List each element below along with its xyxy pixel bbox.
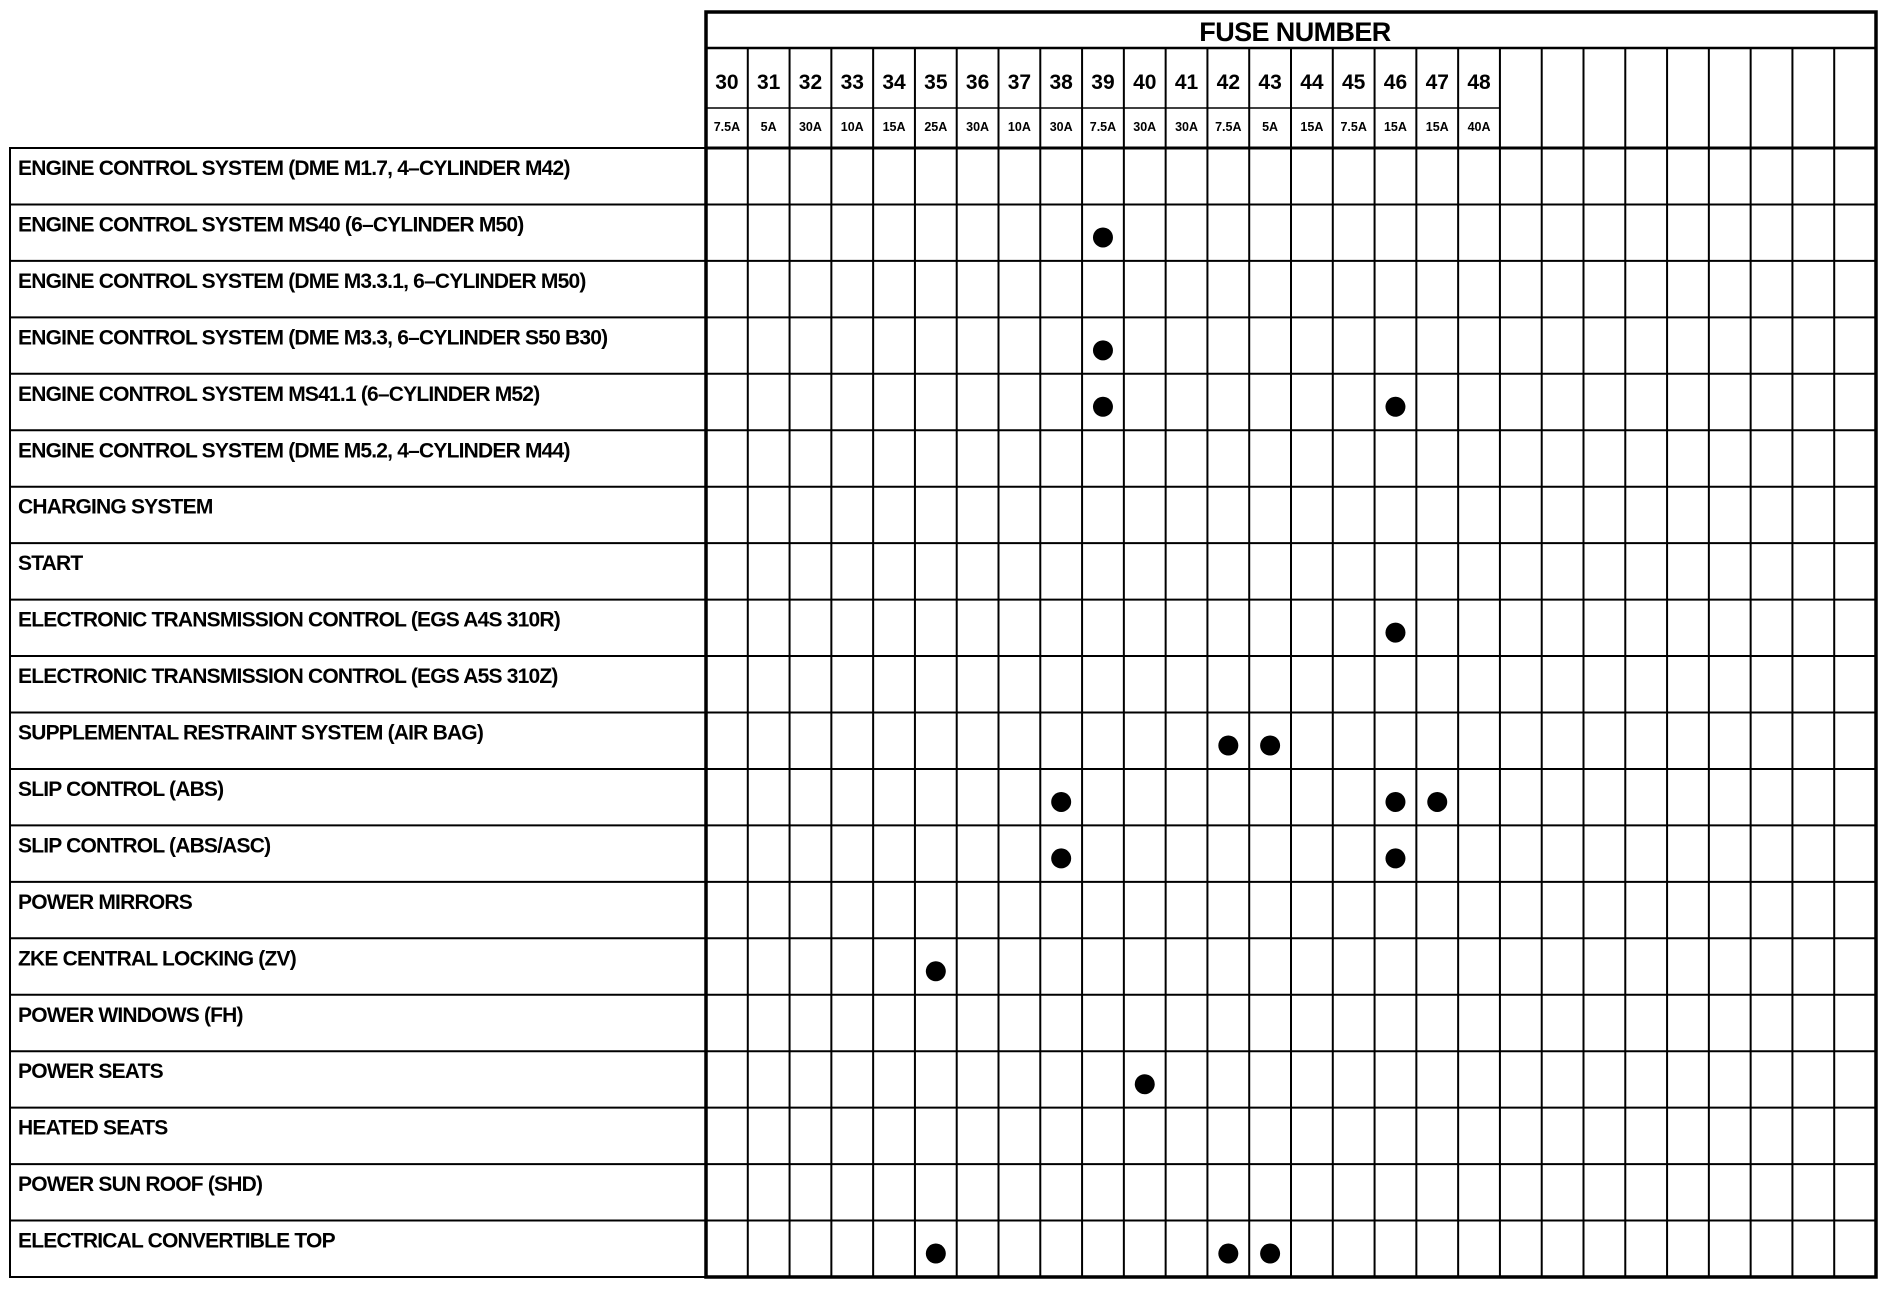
fuse-number-45: 45 — [1341, 71, 1366, 94]
fuse-marker-39 — [1093, 397, 1113, 417]
fuse-marker-40 — [1135, 1074, 1155, 1094]
fuse-amps-39: 7.5A — [1089, 120, 1117, 134]
fuse-number-41: 41 — [1174, 71, 1199, 94]
system-label: CHARGING SYSTEM — [18, 495, 213, 519]
fuse-number-39: 39 — [1091, 71, 1115, 94]
system-label: SUPPLEMENTAL RESTRAINT SYSTEM (AIR BAG) — [18, 721, 484, 745]
fuse-marker-46 — [1385, 848, 1405, 868]
fuse-marker-43 — [1260, 1244, 1280, 1264]
system-label: ENGINE CONTROL SYSTEM (DME M5.2, 4–CYLINDER M44) — [18, 439, 570, 463]
system-label: START — [18, 552, 83, 576]
system-label: HEATED SEATS — [18, 1116, 168, 1140]
fuse-amps-37: 10A — [1007, 120, 1031, 134]
fuse-marker-35 — [926, 961, 946, 981]
fuse-marker-35 — [926, 1244, 946, 1264]
fuse-number-36: 36 — [965, 71, 990, 94]
system-label: ELECTRONIC TRANSMISSION CONTROL (EGS A5S 310Z) — [18, 665, 558, 689]
fuse-number-46: 46 — [1383, 71, 1408, 94]
fuse-marker-42 — [1218, 736, 1238, 756]
fuse-amps-32: 30A — [798, 120, 822, 134]
fuse-marker-38 — [1051, 848, 1071, 868]
fuse-number-38: 38 — [1049, 71, 1073, 94]
fuse-amps-42: 7.5A — [1215, 120, 1242, 134]
system-label: ELECTRICAL CONVERTIBLE TOP — [18, 1229, 335, 1253]
fuse-amps-46: 15A — [1383, 120, 1407, 134]
fuse-amps-44: 15A — [1300, 120, 1324, 134]
fuse-number-33: 33 — [840, 71, 864, 94]
fuse-number-44: 44 — [1300, 71, 1324, 94]
system-label: SLIP CONTROL (ABS/ASC) — [18, 834, 271, 858]
fuse-amps-31: 5A — [760, 120, 777, 134]
fuse-number-31: 31 — [756, 71, 781, 94]
row-borders — [10, 148, 1876, 1277]
fuse-amps-30: 7.5A — [713, 120, 741, 134]
fuse-amps-48: 40A — [1467, 120, 1491, 134]
system-label: ENGINE CONTROL SYSTEM MS41.1 (6–CYLINDER M52) — [18, 382, 540, 406]
fuse-amps-38: 30A — [1049, 120, 1073, 134]
fuse-marker-47 — [1427, 792, 1447, 812]
fuse-amps-34: 15A — [882, 120, 906, 134]
system-label: POWER WINDOWS (FH) — [18, 1003, 243, 1027]
system-label: POWER SEATS — [18, 1060, 163, 1084]
fuse-marker-42 — [1218, 1244, 1238, 1264]
fuse-marker-46 — [1385, 623, 1405, 643]
fuse-number-30: 30 — [715, 71, 739, 94]
fuse-amps-41: 30A — [1175, 120, 1199, 134]
fuse-amps-40: 30A — [1133, 120, 1157, 134]
system-label: POWER SUN ROOF (SHD) — [18, 1173, 263, 1197]
fuse-number-34: 34 — [882, 71, 906, 94]
fuse-marker-38 — [1051, 792, 1071, 812]
fuse-number-32: 32 — [798, 71, 823, 94]
system-label: SLIP CONTROL (ABS) — [18, 777, 224, 801]
fuse-marker-46 — [1385, 792, 1405, 812]
grid-lines — [706, 12, 1876, 1277]
fuse-number-48: 48 — [1467, 71, 1491, 94]
fuse-number-40: 40 — [1133, 71, 1157, 94]
system-label: ENGINE CONTROL SYSTEM MS40 (6–CYLINDER M50) — [18, 213, 524, 237]
system-label: POWER MIRRORS — [18, 890, 192, 914]
fuse-marker-46 — [1385, 397, 1405, 417]
fuse-marker-43 — [1260, 736, 1280, 756]
fuse-number-35: 35 — [924, 71, 948, 94]
fuse-number-43: 43 — [1258, 71, 1282, 94]
fuse-number-37: 37 — [1007, 71, 1032, 94]
fuse-amps-36: 30A — [966, 120, 990, 134]
system-label: ENGINE CONTROL SYSTEM (DME M3.3.1, 6–CYLINDER M50) — [18, 269, 586, 293]
system-label: ELECTRONIC TRANSMISSION CONTROL (EGS A4S 310R) — [18, 608, 560, 632]
fuse-number-title: FUSE NUMBER — [1199, 17, 1391, 47]
system-label: ENGINE CONTROL SYSTEM (DME M3.3, 6–CYLINDER S50 B30) — [18, 326, 608, 350]
fuse-amps-33: 10A — [840, 120, 864, 134]
system-labels — [18, 157, 607, 1253]
fuse-amps-35: 25A — [924, 120, 948, 134]
fuse-number-42: 42 — [1216, 71, 1241, 94]
fuse-amps-43: 5A — [1262, 120, 1279, 134]
fuse-number-47: 47 — [1425, 71, 1449, 94]
fuse-marker-39 — [1093, 227, 1113, 247]
fuse-amps-45: 7.5A — [1340, 120, 1367, 134]
system-label: ZKE CENTRAL LOCKING (ZV) — [18, 947, 296, 971]
fuse-marker-39 — [1093, 340, 1113, 360]
fuse-amps-47: 15A — [1425, 120, 1449, 134]
system-label: ENGINE CONTROL SYSTEM (DME M1.7, 4–CYLINDER M42) — [18, 157, 570, 180]
